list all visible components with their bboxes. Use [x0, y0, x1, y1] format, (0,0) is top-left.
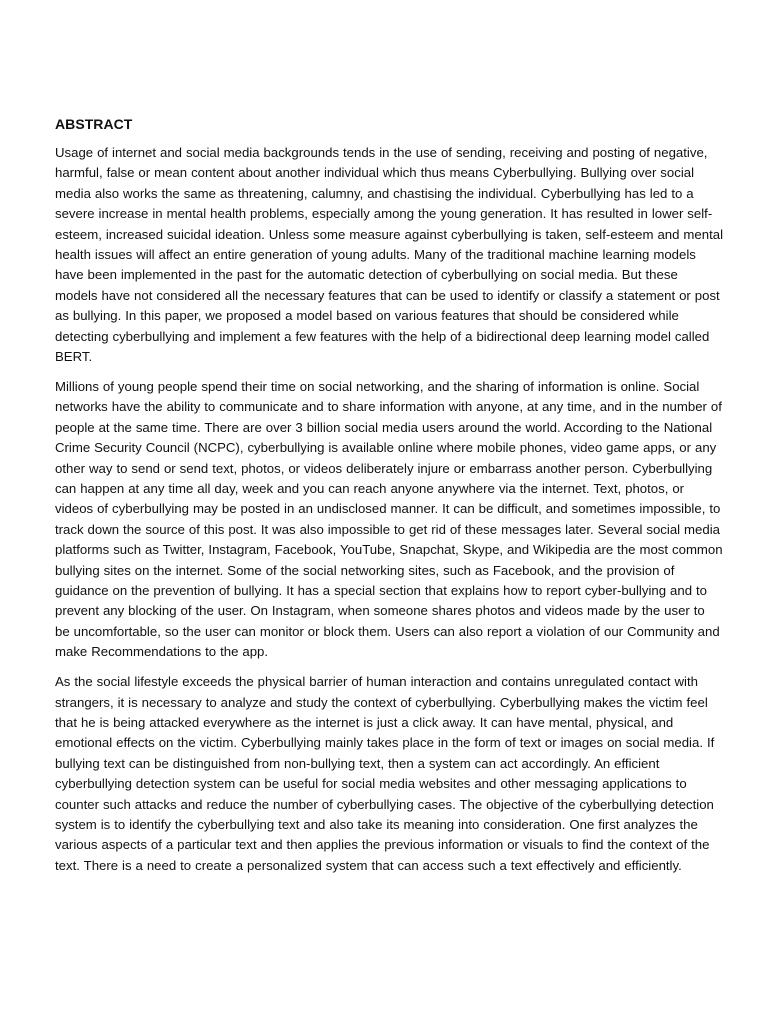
document-page: [55, 114, 723, 886]
section-heading: ABSTRACT: [55, 116, 133, 132]
abstract-paragraph: Usage of internet and social media backgrounds tends in the use of sending, receiving and posting of negative, harmful, false or mean content about another individual which thus means Cyberbullying. Bullying over social media also works the same as threatening, calumny, and chastising the individual. Cyberbullying has led to a severe increase in mental health problems, especially among the young generation. It has resulted in lower self-esteem, increased suicidal ideation. Unless some measure against cyberbullying is taken, self-esteem and mental health issues will affect an entire generation of young adults. Many of the traditional machine learning models have been implemented in the past for the automatic detection of cyberbullying on social media. But these models have not considered all the necessary features that can be used to identify or classify a statement or post as bullying. In this paper, we proposed a model based on various features that should be considered while detecting cyberbullying and implement a few features with the help of a bidirectional deep learning model called BERT.: [55, 145, 724, 365]
body-paragraph-1: Millions of young people spend their time on social networking, and the sharing of information is online. Social networks have the ability to communicate and to share information with anyone, at any time, and in the number of people at the same time. There are over 3 billion social media users around the world. According to the National Crime Security Council (NCPC), cyberbullying is available online where mobile phones, video game apps, or any other way to send or send text, photos, or videos deliberately injure or embarrass another person. Cyberbullying can happen at any time all day, week and you can reach anyone anywhere via the internet. Text, photos, or videos of cyberbullying may be posted in an undisclosed manner. It can be difficult, and sometimes impossible, to track down the source of this post. It was also impossible to get rid of these messages later. Several social media platforms such as Twitter, Instagram, Facebook, YouTube, Snapchat, Skype, and Wikipedia are the most common bullying sites on the internet. Some of the social networking sites, such as Facebook, and the provision of guidance on the prevention of bullying. It has a special section that explains how to report cyber-bullying and to prevent any blocking of the user. On Instagram, when someone shares photos and videos made by the user to be uncomfortable, so the user can monitor or block them. Users can also report a violation of our Community and make Recommendations to the app.: [55, 378, 723, 660]
body-paragraph-2: As the social lifestyle exceeds the physical barrier of human interaction and contains unregulated contact with strangers, it is necessary to analyze and study the context of cyberbullying. Cyberbullying makes the victim feel that he is being attacked everywhere as the internet is just a click away. It can have mental, physical, and emotional effects on the victim. Cyberbullying mainly takes place in the form of text or images on social media. If bullying text can be distinguished from non-bullying text, then a system can act accordingly. An efficient cyberbullying detection system can be useful for social media websites and other messaging applications to counter such attacks and reduce the number of cyberbullying cases. The objective of the cyberbullying detection system is to identify the cyberbullying text and also take its meaning into consideration. One first analyzes the various aspects of a particular text and then applies the previous information or visuals to find the context of the text. There is a need to create a personalized system that can access such a text effectively and efficiently.: [55, 674, 715, 873]
